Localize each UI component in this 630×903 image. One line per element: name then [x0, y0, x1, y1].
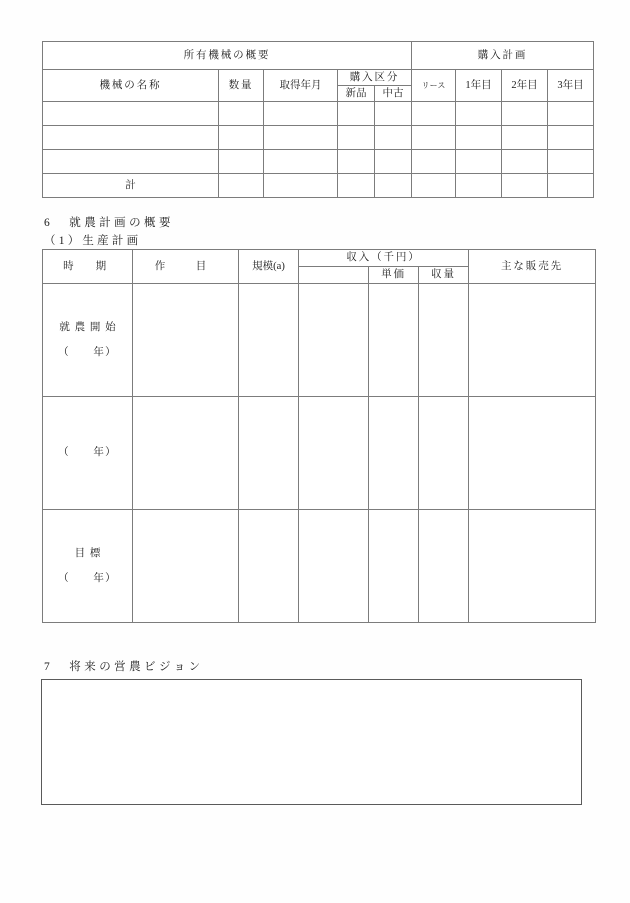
cell-crop[interactable]	[133, 510, 239, 623]
table-row[interactable]	[43, 150, 594, 174]
period-label-line1: 目標	[74, 547, 106, 559]
section-6-number: 6	[44, 217, 50, 229]
period-label-line2[interactable]: （ 年）	[58, 573, 117, 584]
total-lease[interactable]	[412, 174, 456, 198]
cell-crop[interactable]	[133, 284, 239, 397]
cell-lease[interactable]	[412, 126, 456, 150]
cell-machine-name[interactable]	[43, 102, 219, 126]
col-header-year-2: 2年目	[502, 70, 548, 102]
production-row-target[interactable]	[43, 510, 596, 623]
cell-unit-price[interactable]	[369, 284, 419, 397]
cell-quantity[interactable]	[219, 126, 264, 150]
col-header-period: 時 期	[43, 250, 133, 284]
col-header-main-buyers: 主な販売先	[469, 250, 596, 284]
cell-year3[interactable]	[548, 150, 594, 174]
cell-used[interactable]	[375, 150, 412, 174]
col-header-income: 収入（千円）	[299, 250, 469, 267]
machinery-column-header-row-1	[43, 70, 594, 86]
cell-year1[interactable]	[456, 102, 502, 126]
cell-income-total[interactable]	[299, 510, 369, 623]
col-header-purchase-new: 新品	[338, 86, 375, 102]
period-label-line2[interactable]: （ 年）	[58, 447, 117, 459]
cell-year2[interactable]	[502, 150, 548, 174]
cell-lease[interactable]	[412, 102, 456, 126]
cell-used[interactable]	[375, 126, 412, 150]
cell-main-buyers[interactable]	[469, 284, 596, 397]
section-6-title-text: 就農計画の概要	[69, 217, 174, 229]
period-label-line1: 就農開始	[59, 321, 121, 333]
cell-yield[interactable]	[419, 510, 469, 623]
table-row[interactable]	[43, 102, 594, 126]
cell-yield[interactable]	[419, 284, 469, 397]
col-header-purchase-type: 購入区分	[338, 70, 412, 86]
machinery-total-row	[43, 174, 594, 198]
cell-unit-price[interactable]	[369, 510, 419, 623]
cell-machine-name[interactable]	[43, 126, 219, 150]
cell-year1[interactable]	[456, 126, 502, 150]
table-row[interactable]	[43, 126, 594, 150]
total-row-label: 計	[43, 174, 219, 198]
future-farming-vision-textbox[interactable]	[41, 679, 582, 805]
cell-lease[interactable]	[412, 150, 456, 174]
section-6-heading	[44, 214, 174, 230]
cell-main-buyers[interactable]	[469, 397, 596, 510]
cell-income-total[interactable]	[299, 284, 369, 397]
cell-acquired[interactable]	[264, 126, 338, 150]
cell-acquired[interactable]	[264, 150, 338, 174]
section-7-title-text: 将来の営農ビジョン	[69, 661, 204, 673]
cell-quantity[interactable]	[219, 150, 264, 174]
cell-scale[interactable]	[239, 397, 299, 510]
total-year1[interactable]	[456, 174, 502, 198]
cell-income-total[interactable]	[299, 397, 369, 510]
section-7-number: 7	[44, 661, 50, 673]
cell-machine-name[interactable]	[43, 150, 219, 174]
col-header-unit-price: 単価	[369, 267, 419, 284]
cell-period-target	[43, 510, 133, 623]
col-header-acquisition-date: 取得年月	[264, 70, 338, 102]
group-header-purchase-plan: 購入計画	[412, 42, 594, 70]
production-row-middle[interactable]	[43, 397, 596, 510]
col-header-quantity: 数量	[219, 70, 264, 102]
cell-year2[interactable]	[502, 102, 548, 126]
total-used[interactable]	[375, 174, 412, 198]
col-header-yield: 収量	[419, 267, 469, 284]
cell-period-middle	[43, 397, 133, 510]
col-header-income-total	[299, 267, 369, 284]
col-header-crop: 作 目	[133, 250, 239, 284]
col-header-scale: 規模(a)	[239, 250, 299, 284]
group-header-owned-machinery: 所有機械の概要	[43, 42, 412, 70]
cell-year2[interactable]	[502, 126, 548, 150]
production-column-header-row-1	[43, 250, 596, 267]
cell-year3[interactable]	[548, 102, 594, 126]
cell-unit-price[interactable]	[369, 397, 419, 510]
cell-year3[interactable]	[548, 126, 594, 150]
cell-period-start	[43, 284, 133, 397]
section-6-subsection-heading: （1）生産計画	[44, 235, 142, 247]
production-row-start[interactable]	[43, 284, 596, 397]
cell-quantity[interactable]	[219, 102, 264, 126]
cell-new[interactable]	[338, 126, 375, 150]
total-year2[interactable]	[502, 174, 548, 198]
col-header-year-3: 3年目	[548, 70, 594, 102]
cell-used[interactable]	[375, 102, 412, 126]
section-7-heading	[44, 658, 204, 674]
total-year3[interactable]	[548, 174, 594, 198]
col-header-purchase-used: 中古	[375, 86, 412, 102]
cell-crop[interactable]	[133, 397, 239, 510]
machinery-group-header-row	[43, 42, 594, 70]
total-new[interactable]	[338, 174, 375, 198]
cell-year1[interactable]	[456, 150, 502, 174]
total-quantity[interactable]	[219, 174, 264, 198]
production-plan-table	[42, 249, 596, 623]
cell-scale[interactable]	[239, 284, 299, 397]
machinery-and-purchase-plan-table	[42, 41, 594, 198]
cell-new[interactable]	[338, 150, 375, 174]
col-header-lease: リース	[412, 70, 456, 102]
col-header-machine-name: 機械の名称	[43, 70, 219, 102]
cell-main-buyers[interactable]	[469, 510, 596, 623]
col-header-year-1: 1年目	[456, 70, 502, 102]
cell-acquired[interactable]	[264, 102, 338, 126]
cell-scale[interactable]	[239, 510, 299, 623]
cell-yield[interactable]	[419, 397, 469, 510]
total-acquired[interactable]	[264, 174, 338, 198]
cell-new[interactable]	[338, 102, 375, 126]
period-label-line2[interactable]: （ 年）	[58, 347, 117, 358]
